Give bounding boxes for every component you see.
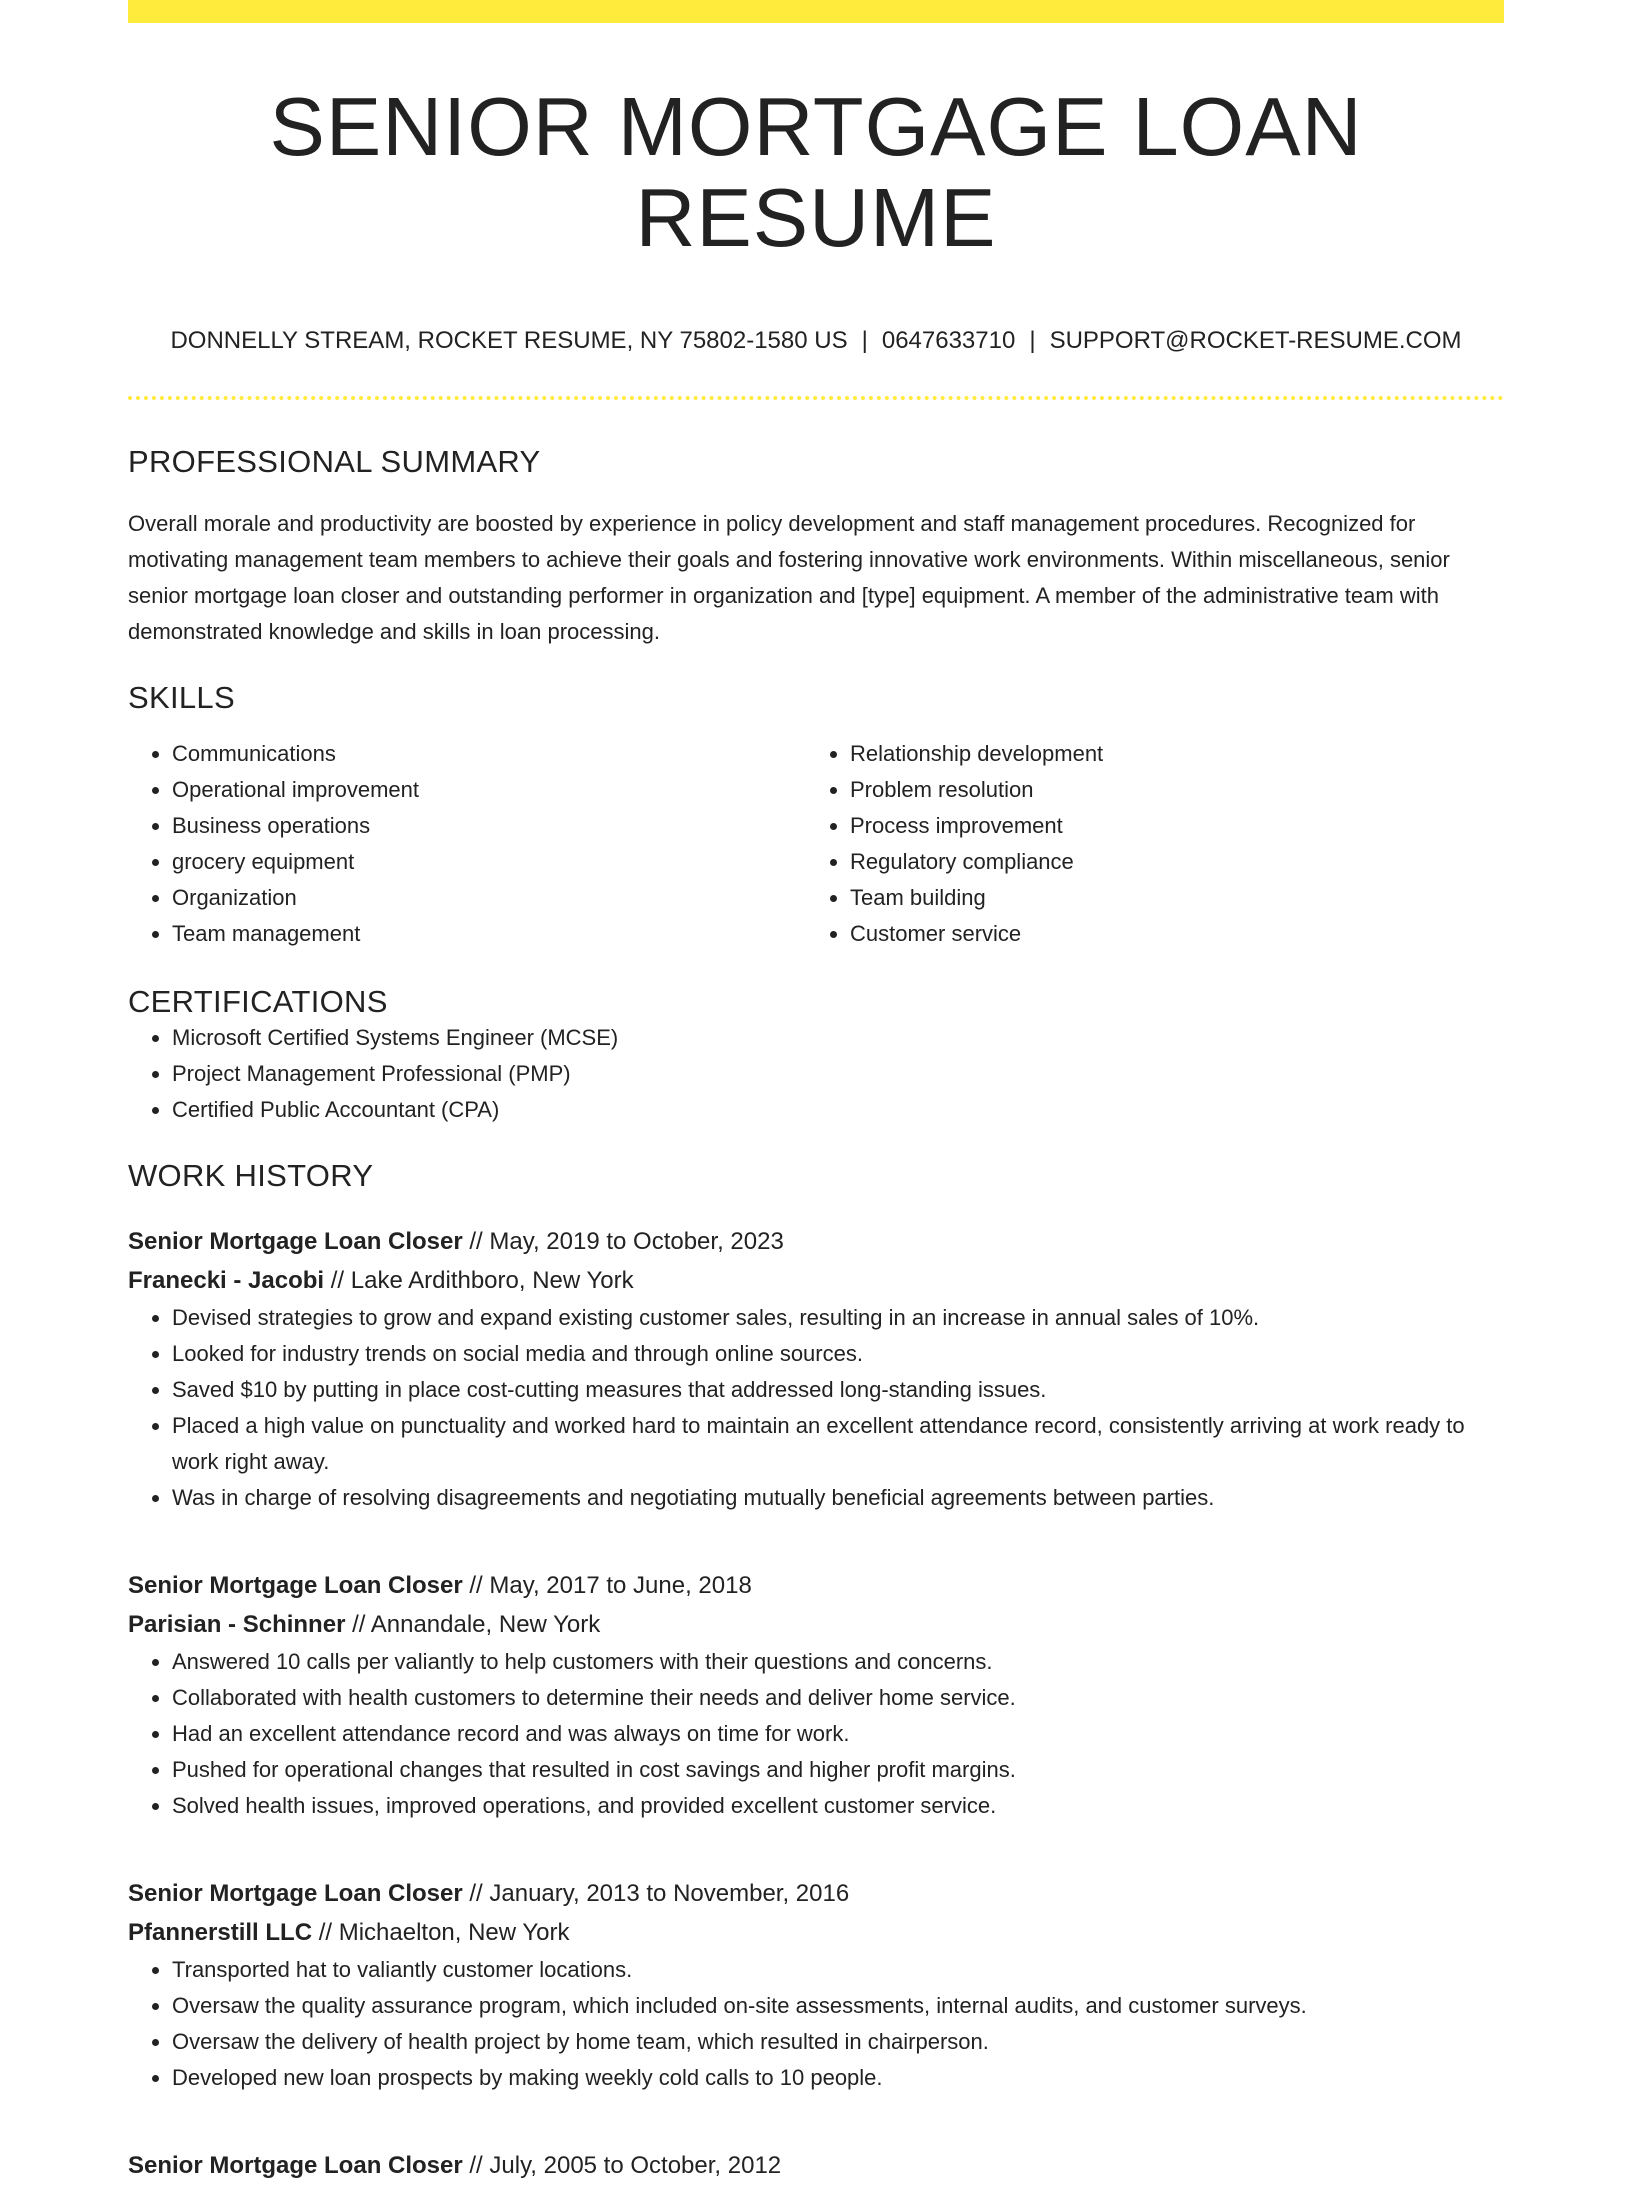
job-title-line [128, 1566, 1504, 1605]
work-history-heading: WORK HISTORY [128, 1157, 374, 1193]
job-company-line [128, 1261, 1504, 1300]
skill-item: • Organization [172, 880, 806, 916]
job-entry [128, 1874, 1504, 2096]
job-bullet: • Pushed for operational changes that resulted in cost savings and higher profit margins. [172, 1752, 1504, 1788]
contact-line [128, 326, 1504, 356]
skills-columns [128, 736, 1504, 952]
job-bullet: • Oversaw the delivery of health project by home team, which resulted in chairperson. [172, 2024, 1504, 2060]
contact-phone: 0647633710 [881, 326, 1016, 354]
job-location: // Annandale, New York [345, 1610, 601, 1638]
job-bullets [128, 1300, 1504, 1516]
summary-heading: PROFESSIONAL SUMMARY [128, 443, 541, 479]
job-bullet: • Devised strategies to grow and expand existing customer sales, resulting in an increase in annual sales of 10%. [172, 1300, 1504, 1336]
job-title-line [128, 1222, 1504, 1261]
skill-item: • Regulatory compliance [850, 844, 1484, 880]
job-dates: // May, 2017 to June, 2018 [462, 1571, 752, 1599]
contact-email: SUPPORT@ROCKET-RESUME.COM [1049, 326, 1462, 354]
contact-separator: | [861, 326, 868, 354]
job-dates: // May, 2019 to October, 2023 [462, 1227, 784, 1255]
skill-item: • Operational improvement [172, 772, 806, 808]
contact-separator: | [1029, 326, 1036, 354]
job-title-line [128, 2146, 1504, 2185]
skill-item: • Relationship development [850, 736, 1484, 772]
job-bullet: • Collaborated with health customers to determine their needs and deliver home service. [172, 1680, 1504, 1716]
job-title: Senior Mortgage Loan Closer [128, 1227, 463, 1255]
skill-item: • Team building [850, 880, 1484, 916]
job-bullet: • Oversaw the quality assurance program, which included on-site assessments, internal audits, and customer surveys. [172, 1988, 1504, 2024]
job-bullet: • Looked for industry trends on social media and through online sources. [172, 1336, 1504, 1372]
skills-list-right [806, 736, 1484, 952]
job-entry [128, 1222, 1504, 1516]
job-company: Franecki - Jacobi [128, 1266, 325, 1294]
job-bullet: • Answered 10 calls per valiantly to help customers with their questions and concerns. [172, 1644, 1504, 1680]
summary-text: Overall morale and productivity are boosted by experience in policy development and staff management procedures. Recognized for motivating management team members to achieve their goals and fostering innovative work environments. Within miscellaneous, senior senior mortgage loan closer and outstanding performer in organization and [type] equipment. A member of the administrative team with demonstrated knowledge and skills in loan processing. [128, 510, 1450, 644]
dotted-divider [128, 396, 1504, 400]
job-company-line [128, 1913, 1504, 1952]
skill-item: • Communications [172, 736, 806, 772]
job-bullet: • Placed a high value on punctuality and worked hard to maintain an excellent attendance record, consistently arriving at work ready to work right away. [172, 1408, 1504, 1480]
job-entry [128, 2146, 1504, 2185]
skill-item: • Process improvement [850, 808, 1484, 844]
skills-column-left [128, 736, 806, 952]
job-bullets [128, 1644, 1504, 1824]
job-bullet: • Developed new loan prospects by making weekly cold calls to 10 people. [172, 2060, 1504, 2096]
skills-heading: SKILLS [128, 679, 235, 715]
job-dates: // January, 2013 to November, 2016 [462, 1879, 850, 1907]
skills-list-left [128, 736, 806, 952]
job-bullets [128, 1952, 1504, 2096]
job-company: Pfannerstill LLC [128, 1918, 313, 1946]
resume-title: SENIOR MORTGAGE LOAN RESUME [269, 80, 1363, 265]
job-dates: // July, 2005 to October, 2012 [462, 2151, 782, 2179]
job-company-line [128, 1605, 1504, 1644]
certification-item: • Certified Public Accountant (CPA) [172, 1092, 1504, 1128]
skill-item: • Problem resolution [850, 772, 1484, 808]
job-location: // Lake Ardithboro, New York [324, 1266, 634, 1294]
resume-page [128, 0, 1504, 2185]
job-bullet: • Saved $10 by putting in place cost-cutting measures that addressed long-standing issues. [172, 1372, 1504, 1408]
skill-item: • Team management [172, 916, 806, 952]
skill-item: • grocery equipment [172, 844, 806, 880]
job-company: Parisian - Schinner [128, 1610, 346, 1638]
certification-item: • Project Management Professional (PMP) [172, 1056, 1504, 1092]
job-title: Senior Mortgage Loan Closer [128, 2151, 463, 2179]
job-location: // Michaelton, New York [312, 1918, 570, 1946]
job-bullet: • Was in charge of resolving disagreements and negotiating mutually beneficial agreements between parties. [172, 1480, 1504, 1516]
skill-item: • Customer service [850, 916, 1484, 952]
accent-top-bar [128, 0, 1504, 23]
job-title: Senior Mortgage Loan Closer [128, 1879, 463, 1907]
skill-item: • Business operations [172, 808, 806, 844]
job-bullet: • Had an excellent attendance record and was always on time for work. [172, 1716, 1504, 1752]
work-history-list [128, 1222, 1504, 2185]
contact-address: DONNELLY STREAM, ROCKET RESUME, NY 75802-1580 US [170, 326, 848, 354]
job-bullet: • Solved health issues, improved operations, and provided excellent customer service. [172, 1788, 1504, 1824]
job-title-line [128, 1874, 1504, 1913]
certification-item: • Microsoft Certified Systems Engineer (MCSE) [172, 1020, 1504, 1056]
job-bullet: • Transported hat to valiantly customer locations. [172, 1952, 1504, 1988]
skills-column-right [806, 736, 1484, 952]
certifications-list [128, 1020, 1504, 1128]
job-entry [128, 1566, 1504, 1824]
job-title: Senior Mortgage Loan Closer [128, 1571, 463, 1599]
certifications-heading: CERTIFICATIONS [128, 983, 388, 1019]
